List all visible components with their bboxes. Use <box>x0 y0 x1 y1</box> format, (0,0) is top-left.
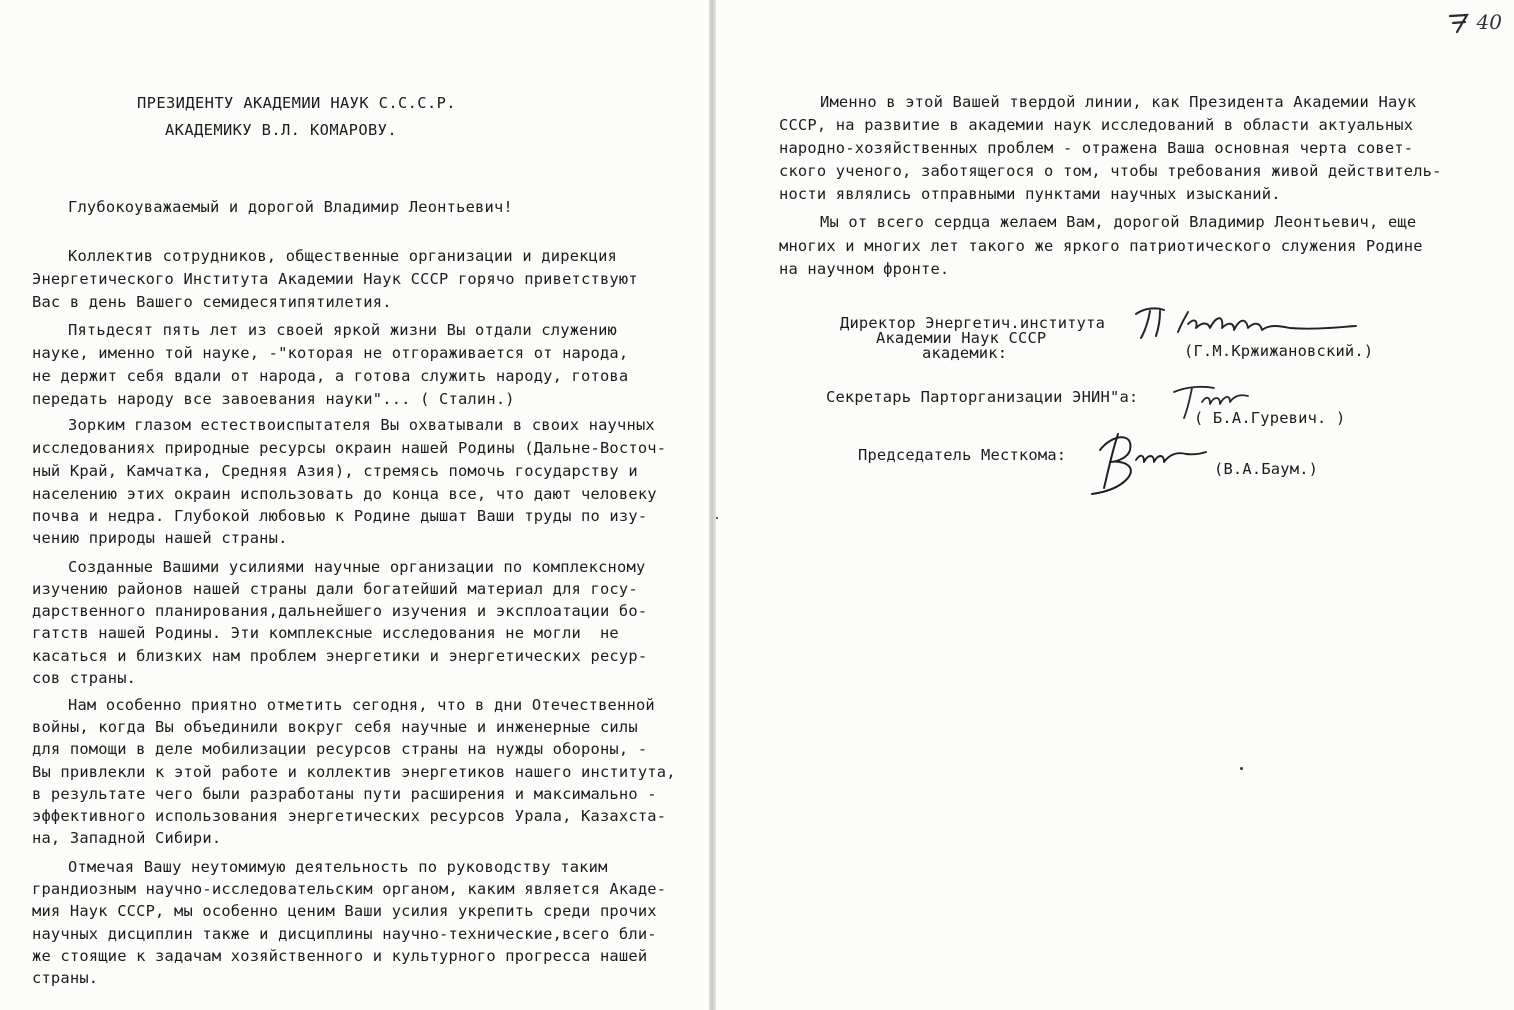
archive-page-number <box>1477 10 1502 34</box>
paragraph-line: многих и многих лет такого же яркого патриотического служения Родине <box>779 237 1423 255</box>
paragraph-line: ности являлись отправными пунктами научных изысканий. <box>779 185 1281 203</box>
paragraph-line: войны, когда Вы объединили вокруг себя научные и инженерные силы <box>32 718 638 736</box>
left-page <box>0 0 710 1010</box>
paragraph-line: Вас в день Вашего семидесятипятилетия. <box>32 293 392 311</box>
paragraph-line: Коллектив сотрудников, общественные организации и дирекция <box>68 247 618 265</box>
paragraph-line: Именно в этой Вашей твердой линии, как Президента Академии Наук <box>820 93 1417 111</box>
paragraph-line: Зорким глазом естествоиспытателя Вы охватывали в своих научных <box>68 416 655 434</box>
paragraph-line: эффективного использования энергетических ресурсов Урала, Казахста- <box>32 807 667 825</box>
paragraph-line: Вы привлекли к этой работе и коллектив энергетиков нашего института, <box>32 763 676 781</box>
paragraph-line: сов страны. <box>32 669 137 687</box>
paragraph-line: чению природы нашей страны. <box>32 529 288 547</box>
paragraph-line: в результате чего были разработаны пути расширения и максимально - <box>32 785 657 803</box>
paragraph-line: изучению районов нашей страны дали богатейший материал для госу- <box>32 580 638 598</box>
signatory-title-line: Председатель Месткома: <box>858 446 1067 464</box>
addressee-line-2: АКАДЕМИКУ В.Л. КОМАРОВУ. <box>165 121 397 139</box>
paragraph-line: Созданные Вашими усилиями научные организации по комплексному <box>68 558 646 576</box>
signatory-name: (Г.М.Кржижановский.) <box>1184 342 1374 360</box>
signatory-title-line: Академии Наук СССР <box>876 329 1047 347</box>
paragraph-line: касаться и близких нам проблем энергетики и энергетических ресур- <box>32 647 648 665</box>
salutation: Глубокоуважаемый и дорогой Владимир Леонтьевич! <box>68 198 513 216</box>
signature-krzhizhanovsky <box>1130 300 1370 342</box>
addressee-line-1: ПРЕЗИДЕНТУ АКАДЕМИИ НАУК С.С.С.Р. <box>137 94 456 112</box>
paragraph-line: почва и недра. Глубокой любовью к Родине дышат Ваши труды по изу- <box>32 507 648 525</box>
paragraph-line: на научном фронте. <box>779 260 950 278</box>
signature-baum <box>1082 428 1212 498</box>
paragraph-line: населению этих окраин использовать до конца все, что дают человеку <box>32 485 657 503</box>
right-page <box>716 0 1514 1010</box>
paragraph-line: Нам особенно приятно отметить сегодня, что в дни Отечественной <box>68 696 655 714</box>
paragraph-line: научных дисциплин также и дисциплины научно-технические,всего бли- <box>32 925 657 943</box>
paragraph-line: же стоящие к задачам хозяйственного и культурного прогресса нашей <box>32 947 648 965</box>
signatory-title-line: Секретарь Парторганизации ЭНИН"а: <box>826 388 1139 406</box>
paragraph-line: СССР, на развитие в академии наук исследований в области актуальных <box>779 116 1414 134</box>
paragraph-line: передать народу все завоевания науки"... ( Сталин.) <box>32 390 515 408</box>
paragraph-line: Энергетического Института Академии Наук СССР горячо приветствуют <box>32 270 638 288</box>
paragraph-line: Мы от всего сердца желаем Вам, дорогой Владимир Леонтьевич, еще <box>820 213 1417 231</box>
paragraph-line: исследованиях природные ресурсы окраин нашей Родины (Дальне-Восточ- <box>32 439 667 457</box>
signatory-title-line: академик: <box>922 344 1008 362</box>
paragraph-line: Отмечая Вашу неутомимую деятельность по руководству таким <box>68 858 608 876</box>
paragraph-line: Пятьдесят пять лет из своей яркой жизни Вы отдали служению <box>68 321 618 339</box>
paragraph-line: для помощи в деле мобилизации ресурсов страны на нужды обороны, - <box>32 740 648 758</box>
paragraph-line: гатств нашей Родины. Эти комплексные исследования не могли не <box>32 624 619 642</box>
paragraph-line: страны. <box>32 969 99 987</box>
signatory-name: ( Б.А.Гуревич. ) <box>1194 409 1346 427</box>
paragraph-line: не держит себя вдали от народа, а готова служить народу, готова <box>32 367 629 385</box>
paragraph-line: на, Западной Сибири. <box>32 829 222 847</box>
signatory-name: (В.А.Баум.) <box>1214 460 1319 478</box>
archive-mark-scribble <box>1447 12 1473 34</box>
paragraph-line: народно-хозяйственных проблем - отражена Ваша основная черта совет- <box>779 139 1414 157</box>
signatory-title-line: Директор Энергетич.института <box>840 314 1106 332</box>
paragraph-line: ный Край, Камчатка, Средняя Азия), стремясь помочь государству и <box>32 462 638 480</box>
paragraph-line: мия Наук СССР, мы особенно ценим Ваши усилия укрепить среди прочих <box>32 902 657 920</box>
paragraph-line: науке, именно той науке, -"которая не отгораживается от народа, <box>32 344 629 362</box>
page-fold <box>709 0 716 1010</box>
page-number-value: 40 <box>1476 10 1502 34</box>
scan-speck <box>1240 767 1243 770</box>
scan-speck <box>716 517 718 519</box>
paragraph-line: грандиозным научно-исследовательским органом, каким является Акаде- <box>32 880 667 898</box>
paragraph-line: ского ученого, заботящегося о том, чтобы требования живой действитель- <box>779 162 1442 180</box>
paragraph-line: дарственного планирования,дальнейшего изучения и эксплоатации бо- <box>32 602 648 620</box>
